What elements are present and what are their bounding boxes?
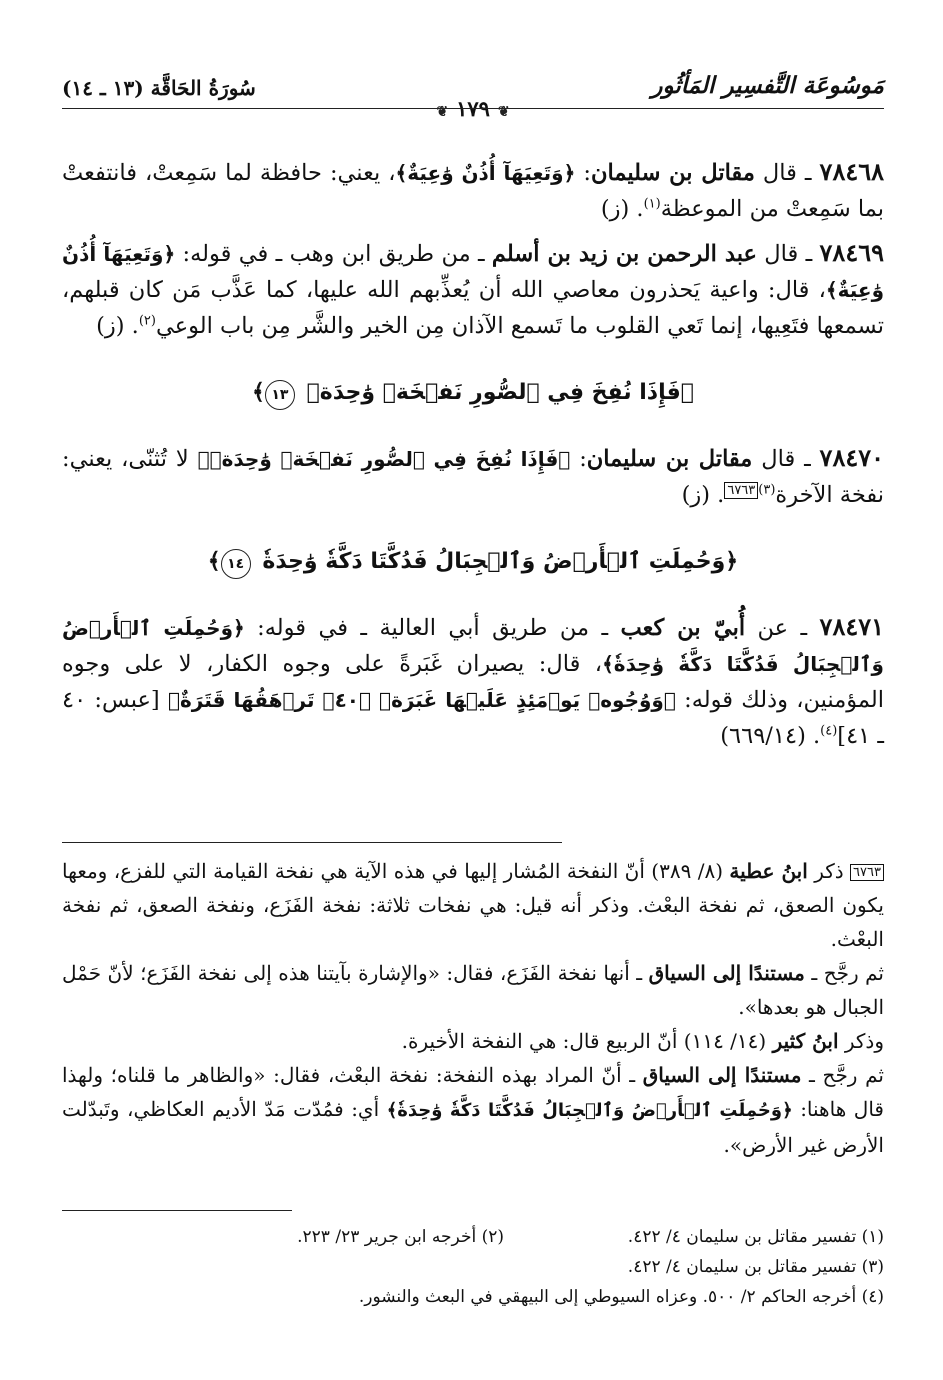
- footnote-3: (٣) تفسير مقاتل بن سليمان ٤/ ٤٢٢.: [627, 1257, 884, 1277]
- header-rule: [62, 108, 884, 109]
- entry-78469: ٧٨٤٦٩ ـ قال عبد الرحمن بن زيد بن أسلم ـ من طريق ابن وهب ـ في قوله: ﴿وَتَعِيَهَآ أُذُنٌ وَٰعِيَةٌ﴾، قال: واعية يَحذرون معاصي الله أن يُعذِّبهم الله عليها، كما عَذَّب مَن كان قبلهم، تسمعها فتَعِيها، إنما تَعي القلوب ما تَسمع الآذان مِن الخير والشَّر مِن باب الوعي$^{(٢)}$. (ز): [62, 238, 884, 339]
- entry-78468: ٧٨٤٦٨ ـ قال مقاتل بن سليمان: ﴿وَتَعِيَهَآ أُذُنٌ وَٰعِيَةٌ﴾، يعني: حافظة لما سَمِعتْ، فانتفعتْ بما سَمِعتْ من الموعظة$^{(١)}$. (ز): [62, 157, 884, 222]
- footnote-separator: [62, 1210, 292, 1211]
- footnote-4: (٤) أخرجه الحاكم ٢/ ٥٠٠. وعزاه السيوطي إلى البيهقي في البعث والنشور.: [358, 1287, 884, 1307]
- page: [62, 58, 884, 1307]
- note-paragraph: وذكر ابنُ كثير (١٤/ ١١٤) أنّ الربيع قال: هي النفخة الأخيرة.: [401, 1029, 884, 1053]
- page-header: [62, 58, 884, 121]
- note-ref-box: ٦٧٦٣: [850, 864, 884, 881]
- main-text: [62, 154, 884, 762]
- verse-heading-13: ﴿فَإِذَا نُفِخَ فِي ٱلصُّورِ نَفۡخَةٞ وَٰحِدَةٞ ١٣﴾: [62, 380, 884, 410]
- note-ref-box: ٦٧٦٣: [724, 482, 758, 499]
- ayah-marker: ١٣: [265, 380, 295, 410]
- note-paragraph: ٦٧٦٣ ذكر ابنُ عطية (٨/ ٣٨٩) أنّ النفخة المُشار إليها في هذه الآية هي نفخة القيامة التي للفزع، ومعها يكون الصعق، ثم نفخة البعْث. وذكر أنه قيل: هي نفخات ثلاثة: نفخة الفَزَع، ونفخة الصعق، ثم نفخة البعْث.: [62, 859, 884, 951]
- verse-heading-14: ﴿وَحُمِلَتِ ٱلۡأَرۡضُ وَٱلۡجِبَالُ فَدُكَّتَا دَكَّةٗ وَٰحِدَةٗ ١٤﴾: [62, 549, 884, 579]
- page-number: ❦١٧٩❦: [62, 96, 884, 121]
- editor-notes: [62, 854, 884, 1162]
- note-paragraph: ثم رجَّح ـ مستندًا إلى السياق ـ أنها نفخة الفَزَع، فقال: «والإشارة بآيتنا هذه إلى نفخة الفَزَع؛ لأنّ حَمْل الجبال هو بعدها».: [62, 961, 884, 1019]
- ornament-icon: ❦: [436, 104, 449, 120]
- entry-78470: ٧٨٤٧٠ ـ قال مقاتل بن سليمان: ﴿فَإِذَا نُفِخَ فِي ٱلصُّورِ نَفۡخَةٞ وَٰحِدَةٞ﴾ لا تُثنّى، يعني: نفخة الآخرة$^{(٣)}$٦٧٦٣. (ز): [62, 443, 884, 508]
- book-title: مَوسُوعَة التَّفسِير المَأثُور: [651, 72, 884, 99]
- footnotes: [62, 1222, 884, 1312]
- ayah-marker: ١٤: [221, 549, 251, 579]
- notes-separator: [62, 842, 562, 843]
- footnote-1: (١) تفسير مقاتل بن سليمان ٤/ ٤٢٢.: [627, 1227, 884, 1247]
- note-paragraph: ثم رجَّح ـ مستندًا إلى السياق ـ أنّ المراد بهذه النفخة: نفخة البعْث، فقال: «والظاهر ما قلناه؛ ولهذا قال هاهنا: ﴿وَحُمِلَتِ ٱلۡأَرۡضُ وَٱلۡجِبَالُ فَدُكَّتَا دَكَّةٗ وَٰحِدَةٗ﴾ أي: فمُدّت مَدّ الأديم العكاظي، وتَبدّلت الأرض غير الأرض».: [62, 1063, 884, 1157]
- surah-title: سُورَةُ الحَاقَّة (١٣ ـ ١٤): [62, 76, 256, 100]
- footnote-2: (٢) أخرجه ابن جرير ٢٣/ ٢٢٣.: [297, 1227, 504, 1247]
- ornament-icon: ❦: [497, 104, 510, 120]
- entry-78471: ٧٨٤٧١ ـ عن أُبيّ بن كعب ـ من طريق أبي العالية ـ في قوله: ﴿وَحُمِلَتِ ٱلۡأَرۡضُ وَٱلۡجِبَالُ فَدُكَّتَا دَكَّةٗ وَٰحِدَةٗ﴾، قال: يصيران غَبَرةً على وجوه الكفار، لا على وجوه المؤمنين، وذلك قوله: ﴿وَوُجُوهٞ يَوۡمَئِذٍ عَلَيۡهَا غَبَرَةٞ ﴿٤٠﴾ تَرۡهَقُهَا قَتَرَةٌ﴾ [عبس: ٤٠ ـ ٤١]$^{(٤)}$. (٦٦٩/١٤): [62, 612, 884, 749]
